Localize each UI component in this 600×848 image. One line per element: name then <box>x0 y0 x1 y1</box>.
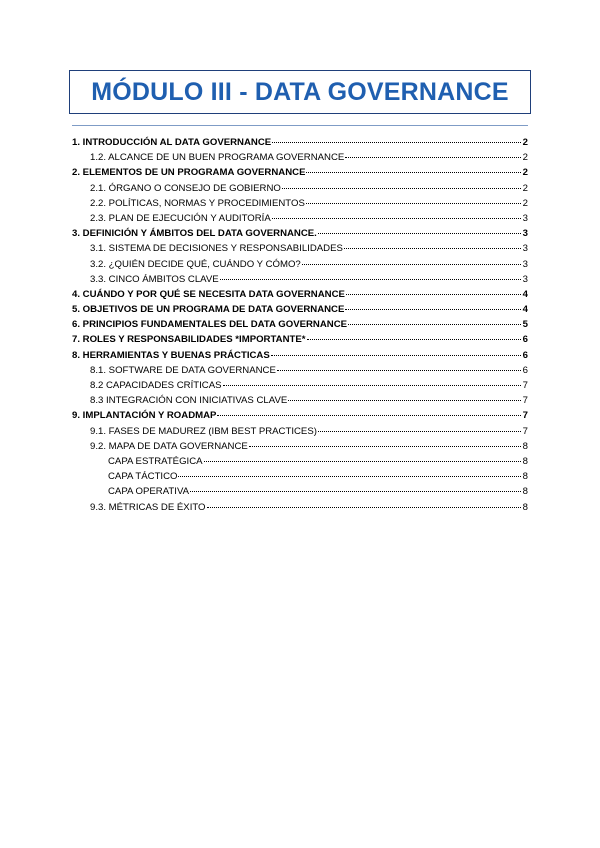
dot-leader <box>204 461 521 462</box>
toc-entry-label[interactable]: 3. DEFINICIÓN Y ÁMBITOS DEL DATA GOVERNANCE. <box>72 228 317 240</box>
toc-entry-label[interactable]: 9.1. FASES DE MADUREZ (IBM BEST PRACTICES) <box>90 425 317 437</box>
toc-entry-page-number[interactable]: 6 <box>522 349 528 361</box>
toc-entry-label[interactable]: CAPA OPERATIVA <box>108 486 190 498</box>
toc-entry-page-number[interactable]: 2 <box>522 182 528 194</box>
toc-entry-label[interactable]: 1.2. ALCANCE DE UN BUEN PROGRAMA GOVERNANCE <box>90 152 345 164</box>
dot-leader <box>307 339 522 340</box>
toc-entry[interactable] <box>72 439 528 454</box>
toc-entry-page-number[interactable]: 3 <box>522 273 528 285</box>
dot-leader <box>217 415 521 416</box>
toc-entry[interactable] <box>72 165 528 180</box>
toc-entry[interactable] <box>72 469 528 484</box>
toc-entry-page-number[interactable]: 2 <box>522 197 528 209</box>
table-of-contents <box>72 135 528 515</box>
toc-entry-page-number[interactable]: 3 <box>522 228 528 240</box>
toc-entry-label[interactable]: 7. ROLES Y RESPONSABILIDADES *IMPORTANTE* <box>72 334 306 346</box>
dot-leader <box>249 446 521 447</box>
dot-leader <box>178 476 521 477</box>
toc-entry-page-number[interactable]: 8 <box>522 471 528 483</box>
toc-entry-label[interactable]: 9. IMPLANTACIÓN Y ROADMAP <box>72 410 217 422</box>
toc-entry[interactable] <box>72 317 528 332</box>
toc-entry-label[interactable]: 8.2 CAPACIDADES CRÍTICAS <box>90 380 222 391</box>
dot-leader <box>318 431 521 432</box>
title-divider <box>72 125 528 126</box>
toc-entry[interactable] <box>72 226 528 241</box>
toc-entry-page-number[interactable]: 8 <box>522 501 528 513</box>
toc-entry-label[interactable]: 3.3. CINCO ÁMBITOS CLAVE <box>90 273 219 285</box>
toc-entry-page-number[interactable]: 4 <box>522 304 528 316</box>
toc-entry-page-number[interactable]: 2 <box>522 167 528 179</box>
title-box <box>69 70 531 114</box>
dot-leader <box>272 142 521 143</box>
dot-leader <box>271 355 521 356</box>
toc-entry[interactable] <box>72 272 528 287</box>
toc-entry[interactable] <box>72 302 528 317</box>
dot-leader <box>190 491 521 492</box>
toc-entry[interactable] <box>72 363 528 378</box>
toc-entry[interactable] <box>72 424 528 439</box>
toc-entry-page-number[interactable]: 8 <box>522 486 528 498</box>
toc-entry-page-number[interactable]: 3 <box>522 243 528 255</box>
dot-leader <box>207 507 521 508</box>
toc-entry-label[interactable]: CAPA ESTRATÉGICA <box>108 455 203 467</box>
dot-leader <box>318 233 521 234</box>
toc-entry[interactable] <box>72 241 528 256</box>
toc-entry-label[interactable]: 2.2. POLÍTICAS, NORMAS Y PROCEDIMIENTOS <box>90 197 305 209</box>
toc-entry-label[interactable]: 3.1. SISTEMA DE DECISIONES Y RESPONSABILIDADES <box>90 243 343 255</box>
toc-entry[interactable] <box>72 484 528 499</box>
dot-leader <box>277 370 521 371</box>
toc-entry-page-number[interactable]: 7 <box>522 410 528 422</box>
toc-entry-label[interactable]: 4. CUÁNDO Y POR QUÉ SE NECESITA DATA GOVERNANCE <box>72 288 345 300</box>
dot-leader <box>282 188 521 189</box>
dot-leader <box>306 203 521 204</box>
dot-leader <box>306 172 521 173</box>
dot-leader <box>288 400 521 401</box>
toc-entry[interactable] <box>72 500 528 515</box>
toc-entry-page-number[interactable]: 2 <box>522 152 528 164</box>
toc-entry-page-number[interactable]: 8 <box>522 455 528 467</box>
toc-entry-page-number[interactable]: 7 <box>522 380 528 391</box>
toc-entry-label[interactable]: 3.2. ¿QUIÉN DECIDE QUÉ, CUÁNDO Y CÓMO? <box>90 258 301 270</box>
dot-leader <box>220 279 521 280</box>
toc-entry-page-number[interactable]: 6 <box>522 334 528 346</box>
toc-entry[interactable] <box>72 181 528 196</box>
toc-entry-page-number[interactable]: 3 <box>522 258 528 270</box>
toc-entry[interactable] <box>72 408 528 423</box>
toc-entry-label[interactable]: 2. ELEMENTOS DE UN PROGRAMA GOVERNANCE <box>72 167 306 179</box>
dot-leader <box>223 385 521 386</box>
toc-entry-page-number[interactable]: 2 <box>522 137 528 148</box>
document-title: MÓDULO III - DATA GOVERNANCE <box>91 77 509 106</box>
toc-entry-label[interactable]: 2.3. PLAN DE EJECUCIÓN Y AUDITORÍA <box>90 212 271 224</box>
toc-entry[interactable] <box>72 135 528 150</box>
toc-entry-label[interactable]: 1. INTRODUCCIÓN AL DATA GOVERNANCE <box>72 137 272 148</box>
toc-entry-label[interactable]: 9.3. MÉTRICAS DE ÉXITO <box>90 501 206 513</box>
toc-entry-page-number[interactable]: 5 <box>522 319 528 331</box>
toc-entry-page-number[interactable]: 7 <box>522 425 528 437</box>
toc-entry-label[interactable]: 9.2. MAPA DE DATA GOVERNANCE <box>90 440 248 452</box>
toc-entry-label[interactable]: 2.1. ÓRGANO O CONSEJO DE GOBIERNO <box>90 182 281 194</box>
toc-entry[interactable] <box>72 196 528 211</box>
toc-entry[interactable] <box>72 378 528 393</box>
toc-entry[interactable] <box>72 332 528 347</box>
toc-entry[interactable] <box>72 257 528 272</box>
toc-entry[interactable] <box>72 454 528 469</box>
dot-leader <box>302 264 521 265</box>
toc-entry-label[interactable]: 8.3 INTEGRACIÓN CON INICIATIVAS CLAVE <box>90 395 288 407</box>
toc-entry[interactable] <box>72 287 528 302</box>
toc-entry[interactable] <box>72 348 528 363</box>
dot-leader <box>348 324 521 325</box>
toc-entry[interactable] <box>72 211 528 226</box>
toc-entry-page-number[interactable]: 4 <box>522 288 528 300</box>
toc-entry-label[interactable]: 5. OBJETIVOS DE UN PROGRAMA DE DATA GOVERNANCE <box>72 304 345 316</box>
dot-leader <box>345 157 521 158</box>
dot-leader <box>272 218 521 219</box>
toc-entry[interactable] <box>72 150 528 165</box>
dot-leader <box>346 294 521 295</box>
toc-entry-page-number[interactable]: 7 <box>522 395 528 407</box>
dot-leader <box>345 309 521 310</box>
toc-entry-label[interactable]: CAPA TÁCTICO <box>108 471 178 483</box>
toc-entry-page-number[interactable]: 6 <box>522 364 528 376</box>
toc-entry-label[interactable]: 6. PRINCIPIOS FUNDAMENTALES DEL DATA GOVERNANCE <box>72 319 348 331</box>
toc-entry-label[interactable]: 8.1. SOFTWARE DE DATA GOVERNANCE <box>90 364 276 376</box>
toc-entry-page-number[interactable]: 3 <box>522 212 528 224</box>
toc-entry-label[interactable]: 8. HERRAMIENTAS Y BUENAS PRÁCTICAS <box>72 349 270 361</box>
toc-entry[interactable] <box>72 393 528 408</box>
dot-leader <box>344 248 521 249</box>
toc-entry-page-number[interactable]: 8 <box>522 440 528 452</box>
